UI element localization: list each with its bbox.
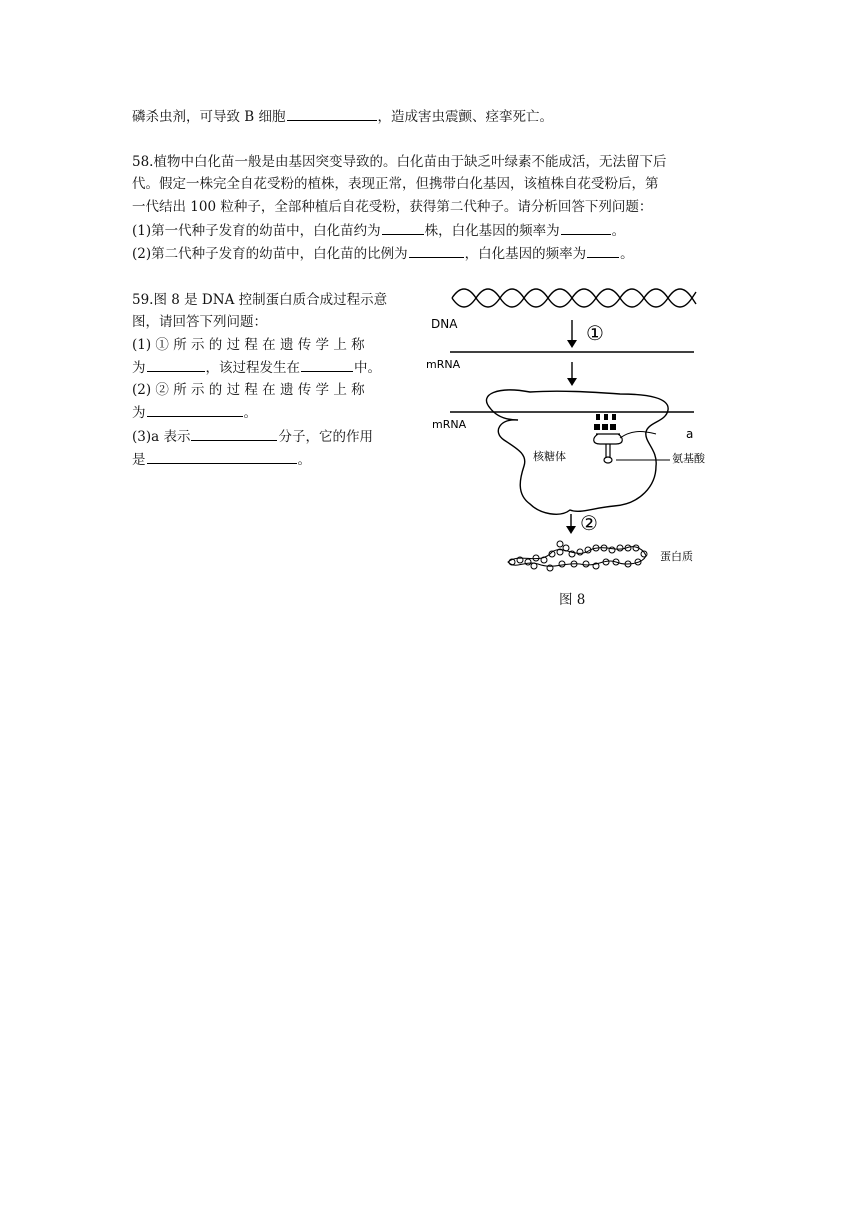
arrow-down-icon — [566, 526, 576, 534]
answer-blank[interactable] — [587, 243, 619, 258]
answer-blank[interactable] — [287, 106, 377, 121]
q59-sub1-a: (1) ① 所 示 的 过 程 在 遗 传 学 上 称 — [132, 337, 365, 353]
q58-sub2 — [132, 243, 634, 264]
answer-blank[interactable] — [301, 357, 353, 372]
protein-chain — [508, 541, 647, 571]
answer-blank[interactable] — [191, 426, 277, 441]
ribosome-label: 核糖体 — [533, 450, 566, 463]
prev-question-line — [132, 106, 553, 127]
answer-blank[interactable] — [147, 357, 205, 372]
q59-sub3-text-c: 是 — [132, 452, 146, 468]
q59-sub3-text-a: (3)a 表示 — [132, 429, 191, 445]
answer-blank[interactable] — [147, 449, 297, 464]
figure-8-diagram — [420, 282, 720, 582]
answer-blank[interactable] — [561, 220, 611, 235]
q59-sub2-a: (2) ② 所 示 的 过 程 在 遗 传 学 上 称 — [132, 382, 365, 398]
q59-sub2-b — [132, 402, 257, 423]
protein-label: 蛋白质 — [660, 550, 693, 563]
q59-sub1-text-d: 中。 — [354, 360, 381, 376]
q58-line3: 一代结出 100 粒种子，全部种植后自花受粉，获得第二代种子。请分析回答下列问题： — [132, 199, 653, 215]
q58-line1: 58.植物中白化苗一般是由基因突变导致的。白化苗由于缺乏叶绿素不能成活，无法留下后 — [132, 154, 667, 170]
arrow-down-icon — [567, 340, 577, 348]
amino-acid-label: 氨基酸 — [672, 452, 705, 465]
answer-blank[interactable] — [409, 243, 464, 258]
q59-sub3-a — [132, 426, 373, 447]
trna-label-a: a — [686, 427, 694, 441]
q58-sub2-text-c: 。 — [620, 246, 634, 262]
q58-sub1 — [132, 220, 625, 241]
q58-sub1-text-a: (1)第一代种子发育的幼苗中，白化苗约为 — [132, 223, 381, 239]
protein-synthesis-diagram — [420, 282, 720, 582]
q58-line2: 代。假定一株完全自花受粉的植株，表现正常，但携带白化基因，该植株自花受粉后，第 — [132, 176, 659, 192]
prev-text-a: 磷杀虫剂，可导致 B 细胞 — [132, 109, 286, 125]
q58-sub2-text-b: ，白化基因的频率为 — [464, 246, 587, 262]
q59-line1: 59.图 8 是 DNA 控制蛋白质合成过程示意 — [132, 292, 388, 308]
answer-blank[interactable] — [147, 402, 243, 417]
figure-caption: 图 8 — [559, 592, 586, 608]
answer-blank[interactable] — [382, 220, 424, 235]
step-1-label: ① — [586, 321, 604, 345]
q59-sub3-text-b: 分子，它的作用 — [278, 429, 373, 445]
q59-sub3-b — [132, 449, 311, 470]
dna-label: DNA — [431, 317, 458, 331]
dna-strand-2 — [452, 289, 696, 307]
step-2-label: ② — [580, 511, 598, 535]
q58-sub2-text-a: (2)第二代种子发育的幼苗中，白化苗的比例为 — [132, 246, 408, 262]
dna-strand-1 — [452, 289, 696, 307]
ribosome-shape — [486, 390, 668, 514]
arrow-down-icon — [567, 378, 577, 386]
q59-line2: 图，请回答下列问题： — [132, 314, 267, 330]
q59-sub1-b — [132, 357, 381, 378]
q58-sub1-text-c: 。 — [611, 223, 626, 239]
q59-sub2-text-c: 。 — [243, 405, 257, 421]
mrna-label-1: mRNA — [426, 358, 461, 371]
q59-sub2-text-b: 为 — [132, 405, 146, 421]
q58-sub1-text-b: 株，白化基因的频率为 — [424, 223, 560, 239]
q59-sub1-text-b: 为 — [132, 360, 146, 376]
q59-sub3-text-d: 。 — [297, 452, 311, 468]
mrna-label-2: mRNA — [432, 418, 467, 431]
prev-text-b: ，造成害虫震颤、痉挛死亡。 — [377, 109, 554, 125]
q59-sub1-text-c: ，该过程发生在 — [205, 360, 300, 376]
